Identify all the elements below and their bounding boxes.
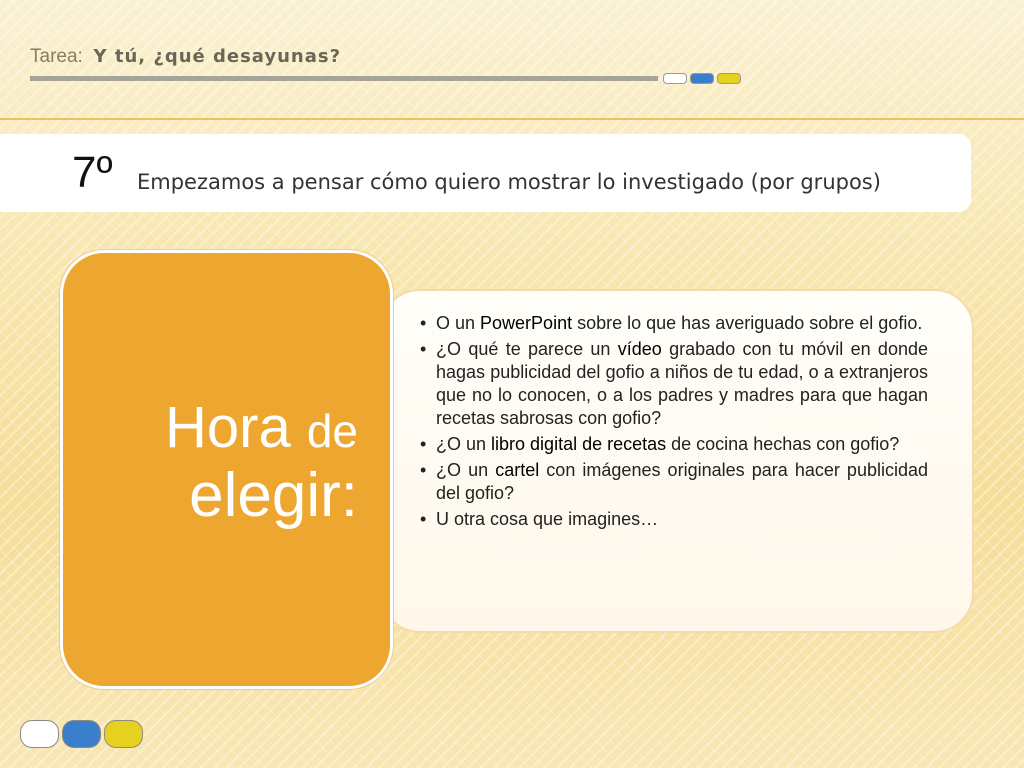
yellow-dot [104,720,143,748]
option-text: ¿O qué te parece un [436,339,618,359]
option-highlight: vídeo [617,339,662,359]
white-dot [663,73,687,84]
choose-heading [165,396,358,530]
option-text: grabado con tu móvil en donde hagas publicidad del gofio a niños de tu edad, o a extranjeros que no lo conocen, o a los padres y madres para que hagan recetas sabrosas con gofio? [436,339,928,428]
list-item [416,433,928,456]
task-label: Tarea: [30,46,83,67]
option-text: O un [436,313,481,333]
step-text: Empezamos a pensar cómo quiero mostrar lo investigado (por grupos) [137,170,881,194]
step-number: 7º [72,148,113,197]
list-item [416,338,928,430]
yellow-dot [717,73,741,84]
white-dot [20,720,59,748]
option-highlight: libro digital de recetas [491,434,667,454]
slide-header [30,46,341,68]
blue-dot [690,73,714,84]
list-item [416,508,928,531]
options-list [416,312,928,534]
choose-panel [60,250,393,689]
option-text: ¿O un [436,434,492,454]
option-highlight: cartel [495,460,540,480]
option-text: ¿O un [436,460,496,480]
task-title: Y tú, ¿qué desayunas? [93,46,342,67]
heading-word-elegir: elegir: [189,460,358,530]
color-dots-top [663,73,741,84]
color-dots-bottom [20,720,143,748]
heading-word-hora: Hora [165,395,307,460]
list-item [416,312,928,335]
header-divider [30,76,658,81]
orange-divider [0,118,1024,120]
heading-word-de: de [306,405,358,457]
option-text: U otra cosa que imagines… [436,509,659,529]
option-highlight: PowerPoint [480,313,573,333]
option-text: de cocina hechas con gofio? [666,434,900,454]
option-text: sobre lo que has averiguado sobre el gofio. [572,313,923,333]
blue-dot [62,720,101,748]
list-item [416,459,928,505]
option-text: con imágenes originales para hacer publicidad del gofio? [436,460,928,503]
